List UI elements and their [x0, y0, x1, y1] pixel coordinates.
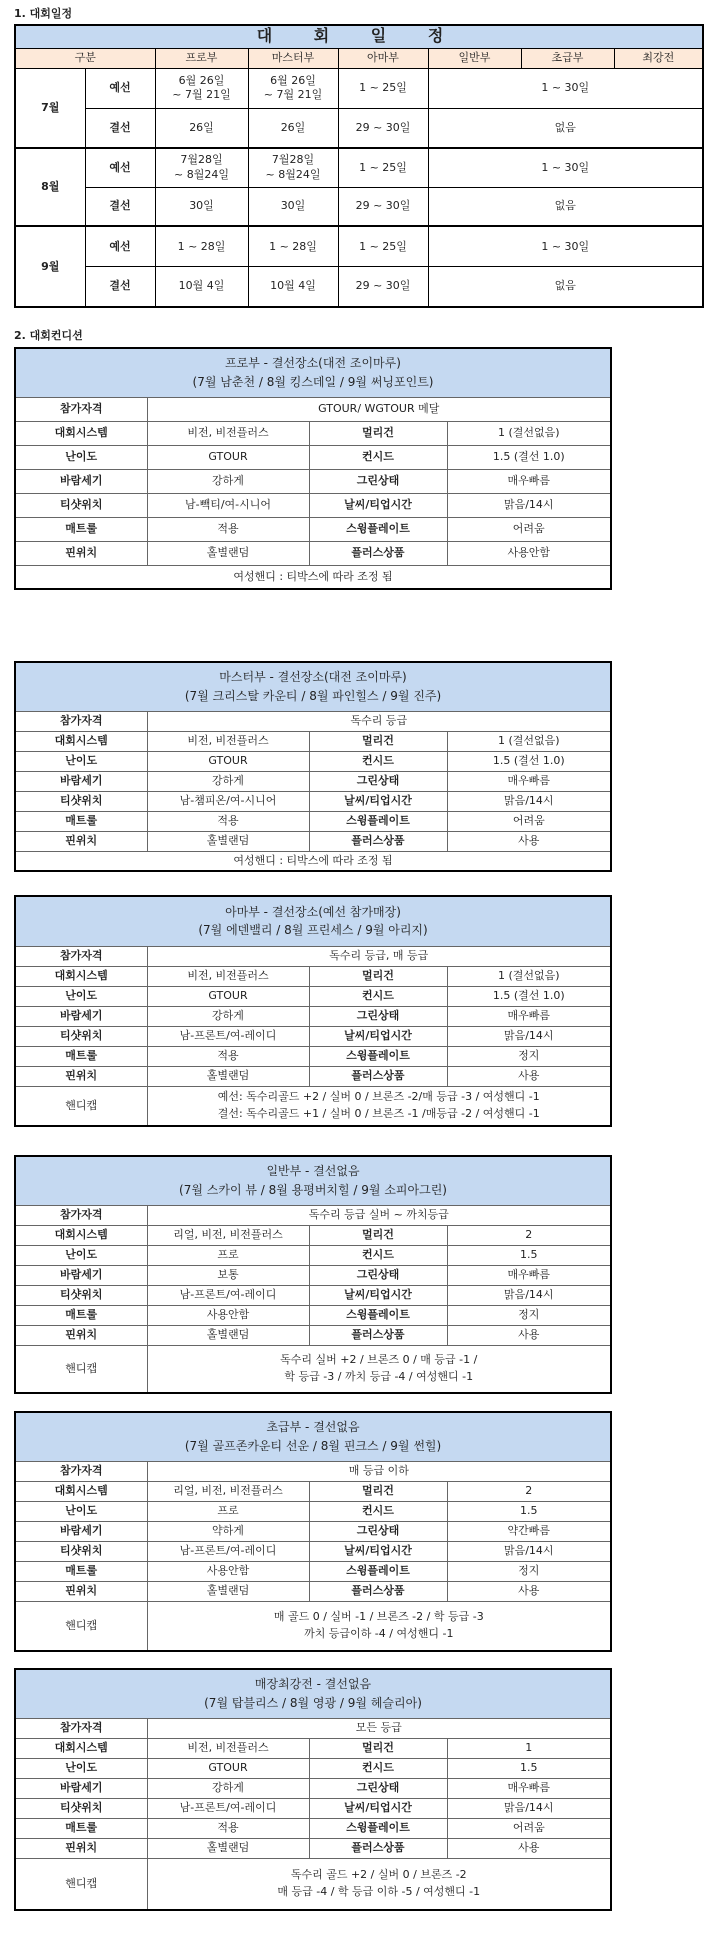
division-title — [15, 1156, 611, 1205]
schedule-header-cell: 일반부 — [428, 48, 521, 68]
value-concede: 1.5 (결선 1.0) — [447, 751, 611, 771]
label-pin: 핀위치 — [15, 541, 147, 565]
label-difficulty: 난이도 — [15, 1245, 147, 1265]
label-handicap: 핸디캡 — [15, 1858, 147, 1910]
value-weather: 맑음/14시 — [447, 1285, 611, 1305]
schedule-date-line: ~ 8월24일 — [174, 167, 229, 181]
schedule-ama-date: 1 ~ 25일 — [338, 226, 428, 266]
label-concede: 컨시드 — [309, 1501, 447, 1521]
schedule-ama-date: 1 ~ 25일 — [338, 148, 428, 187]
footer-line: 예선: 독수리골드 +2 / 실버 0 / 브론즈 -2/매 등급 -3 / 여성핸디 -1 — [217, 1090, 540, 1104]
value-pin: 홀별랜덤 — [147, 831, 309, 851]
schedule-month: 8월 — [15, 148, 85, 227]
label-qualification: 참가자격 — [15, 711, 147, 731]
schedule-table — [14, 24, 704, 308]
value-handicap — [147, 1601, 611, 1651]
footer-line: 여성핸디 : 티박스에 따라 조정 됨 — [233, 569, 393, 583]
schedule-other-date: 1 ~ 30일 — [428, 68, 703, 108]
schedule-pro-date — [155, 226, 248, 266]
label-green: 그린상태 — [309, 469, 447, 493]
value-system: 비전, 비전플러스 — [147, 421, 309, 445]
label-mulligan: 멀리건 — [309, 731, 447, 751]
label-wind: 바람세기 — [15, 771, 147, 791]
label-weather: 날씨/티업시간 — [309, 493, 447, 517]
label-qualification: 참가자격 — [15, 1461, 147, 1481]
schedule-master-date — [248, 267, 338, 307]
label-mulligan: 멀리건 — [309, 1481, 447, 1501]
value-mulligan: 1 — [447, 1738, 611, 1758]
schedule-master-date — [248, 226, 338, 266]
value-concede: 1.5 — [447, 1245, 611, 1265]
label-tee: 티샷위치 — [15, 1026, 147, 1046]
value-plusitem: 사용 — [447, 831, 611, 851]
schedule-pro-date — [155, 109, 248, 148]
label-mulligan: 멀리건 — [309, 421, 447, 445]
value-qualification: 독수리 등급, 매 등급 — [147, 946, 611, 966]
label-handicap: 핸디캡 — [15, 1086, 147, 1126]
schedule-ama-date: 29 ~ 30일 — [338, 187, 428, 226]
value-pin: 홀별랜덤 — [147, 1581, 309, 1601]
label-tee: 티샷위치 — [15, 493, 147, 517]
label-green: 그린상태 — [309, 771, 447, 791]
label-plusitem: 플러스상품 — [309, 1066, 447, 1086]
schedule-header-cell: 프로부 — [155, 48, 248, 68]
schedule-other-date: 1 ~ 30일 — [428, 226, 703, 266]
division-title-line: (7월 에덴밸리 / 8월 프린세스 / 9월 아리지) — [198, 923, 428, 938]
schedule-round-type: 결선 — [85, 267, 155, 307]
value-tee: 남-챔피온/여-시니어 — [147, 791, 309, 811]
schedule-ama-date: 1 ~ 25일 — [338, 68, 428, 108]
label-pin: 핀위치 — [15, 1581, 147, 1601]
label-qualification: 참가자격 — [15, 1205, 147, 1225]
schedule-other-date: 없음 — [428, 109, 703, 148]
label-pin: 핀위치 — [15, 1066, 147, 1086]
value-weather: 맑음/14시 — [447, 1798, 611, 1818]
division-title-line: (7월 골프존카운티 선운 / 8월 핀크스 / 9월 썬힐) — [184, 1438, 442, 1453]
schedule-round-type: 예선 — [85, 68, 155, 108]
value-system: 비전, 비전플러스 — [147, 1738, 309, 1758]
value-wind: 강하게 — [147, 469, 309, 493]
label-plusitem: 플러스상품 — [309, 541, 447, 565]
label-system: 대회시스템 — [15, 1738, 147, 1758]
division-title-line: (7월 탑블리스 / 8월 영광 / 9월 헤슬리아) — [204, 1695, 422, 1710]
value-difficulty: 프로 — [147, 1501, 309, 1521]
schedule-header-cell: 구분 — [15, 48, 155, 68]
value-swingplate: 정지 — [447, 1561, 611, 1581]
value-green: 매우빠름 — [447, 1006, 611, 1026]
value-mat: 사용안함 — [147, 1561, 309, 1581]
schedule-date-line: 6월 26일 — [270, 74, 316, 88]
footer-line: 여성핸디 : 티박스에 따라 조정 됨 — [233, 853, 393, 867]
value-difficulty: GTOUR — [147, 751, 309, 771]
schedule-date-line: 30일 — [280, 199, 306, 213]
label-mat: 매트룰 — [15, 517, 147, 541]
label-tee: 티샷위치 — [15, 1285, 147, 1305]
label-weather: 날씨/티업시간 — [309, 1798, 447, 1818]
division-title-line: 매장최강전 - 결선없음 — [254, 1677, 372, 1692]
label-wind: 바람세기 — [15, 1778, 147, 1798]
label-system: 대회시스템 — [15, 966, 147, 986]
label-handicap: 핸디캡 — [15, 1345, 147, 1393]
schedule-header-cell: 아마부 — [338, 48, 428, 68]
label-pin: 핀위치 — [15, 1325, 147, 1345]
footer-line: 독수리 골드 +2 / 실버 0 / 브론즈 -2 — [290, 1868, 467, 1882]
schedule-master-date — [248, 109, 338, 148]
value-difficulty: GTOUR — [147, 1758, 309, 1778]
value-tee: 남-프론트/여-레이디 — [147, 1541, 309, 1561]
label-weather: 날씨/티업시간 — [309, 791, 447, 811]
label-qualification: 참가자격 — [15, 1718, 147, 1738]
value-swingplate: 정지 — [447, 1046, 611, 1066]
label-mat: 매트룰 — [15, 1561, 147, 1581]
value-weather: 맑음/14시 — [447, 1026, 611, 1046]
value-qualification: 매 등급 이하 — [147, 1461, 611, 1481]
footer-line: 독수리 실버 +2 / 브론즈 0 / 매 등급 -1 / — [280, 1353, 478, 1367]
division-title-line: (7월 남춘천 / 8월 킹스데일 / 9월 써닝포인트) — [192, 374, 434, 389]
division-condition-table — [14, 1411, 612, 1652]
label-swingplate: 스윙플레이트 — [309, 517, 447, 541]
schedule-other-date: 없음 — [428, 267, 703, 307]
division-title — [15, 1669, 611, 1718]
value-concede: 1.5 — [447, 1758, 611, 1778]
label-concede: 컨시드 — [309, 751, 447, 771]
value-green: 매우빠름 — [447, 771, 611, 791]
schedule-date-line: ~ 8월24일 — [265, 167, 321, 181]
division-condition-table — [14, 1668, 612, 1911]
label-tee: 티샷위치 — [15, 1541, 147, 1561]
value-mat: 적용 — [147, 517, 309, 541]
value-green: 약간빠름 — [447, 1521, 611, 1541]
schedule-round-type: 결선 — [85, 109, 155, 148]
division-title-line: 일반부 - 결선없음 — [266, 1164, 360, 1179]
label-mat: 매트룰 — [15, 1046, 147, 1066]
label-handicap: 핸디캡 — [15, 1601, 147, 1651]
schedule-header-cell: 초급부 — [521, 48, 614, 68]
value-pin: 홀별랜덤 — [147, 1838, 309, 1858]
value-tee: 남-빽티/여-시니어 — [147, 493, 309, 517]
division-condition-table — [14, 1155, 612, 1394]
label-pin: 핀위치 — [15, 831, 147, 851]
schedule-pro-date — [155, 148, 248, 187]
value-wind: 보통 — [147, 1265, 309, 1285]
label-concede: 컨시드 — [309, 445, 447, 469]
label-swingplate: 스윙플레이트 — [309, 1561, 447, 1581]
label-system: 대회시스템 — [15, 1225, 147, 1245]
section-title-conditions: 2. 대회컨디션 — [14, 329, 83, 342]
value-system: 리얼, 비전, 비전플러스 — [147, 1481, 309, 1501]
value-mulligan: 2 — [447, 1225, 611, 1245]
footer-line: 매 등급 -4 / 학 등급 이하 -5 / 여성핸디 -1 — [277, 1884, 481, 1898]
label-green: 그린상태 — [309, 1265, 447, 1285]
schedule-date-line: 10월 4일 — [178, 279, 225, 293]
division-title-line: (7월 크리스탈 카운티 / 8월 파인힐스 / 9월 진주) — [184, 688, 442, 703]
schedule-date-line: 7월28일 — [271, 153, 315, 167]
label-wind: 바람세기 — [15, 1265, 147, 1285]
label-weather: 날씨/티업시간 — [309, 1541, 447, 1561]
schedule-round-type: 예선 — [85, 226, 155, 266]
label-green: 그린상태 — [309, 1778, 447, 1798]
value-wind: 약하게 — [147, 1521, 309, 1541]
label-weather: 날씨/티업시간 — [309, 1285, 447, 1305]
value-weather: 맑음/14시 — [447, 1541, 611, 1561]
value-plusitem: 사용안함 — [447, 541, 611, 565]
label-difficulty: 난이도 — [15, 1501, 147, 1521]
label-swingplate: 스윙플레이트 — [309, 1305, 447, 1325]
value-mulligan: 1 (결선없음) — [447, 421, 611, 445]
schedule-date-line: ~ 7월 21일 — [172, 88, 231, 102]
label-mulligan: 멀리건 — [309, 1738, 447, 1758]
value-pin: 홀별랜덤 — [147, 1325, 309, 1345]
value-wind: 강하게 — [147, 1778, 309, 1798]
value-mat: 사용안함 — [147, 1305, 309, 1325]
value-tee: 남-프론트/여-레이디 — [147, 1798, 309, 1818]
value-difficulty: 프로 — [147, 1245, 309, 1265]
label-green: 그린상태 — [309, 1006, 447, 1026]
schedule-master-date — [248, 68, 338, 108]
label-tee: 티샷위치 — [15, 1798, 147, 1818]
label-qualification: 참가자격 — [15, 946, 147, 966]
schedule-month: 7월 — [15, 68, 85, 148]
schedule-date-line: 1 ~ 28일 — [177, 239, 226, 253]
label-mulligan: 멀리건 — [309, 1225, 447, 1245]
women-handicap-note — [15, 851, 611, 871]
division-title-line: 아마부 - 결선장소(예선 참가매장) — [225, 904, 401, 919]
value-wind: 강하게 — [147, 1006, 309, 1026]
label-difficulty: 난이도 — [15, 751, 147, 771]
value-system: 비전, 비전플러스 — [147, 966, 309, 986]
division-title — [15, 896, 611, 946]
footer-line: 까치 등급이하 -4 / 여성핸디 -1 — [304, 1626, 454, 1640]
label-system: 대회시스템 — [15, 731, 147, 751]
value-handicap — [147, 1858, 611, 1910]
schedule-other-date: 없음 — [428, 187, 703, 226]
division-title-line: 초급부 - 결선없음 — [266, 1420, 360, 1435]
value-qualification: 모든 등급 — [147, 1718, 611, 1738]
division-title-line: (7월 스카이 뷰 / 8월 용평버치힐 / 9월 소피아그린) — [179, 1182, 447, 1197]
schedule-date-line: 7월28일 — [180, 153, 223, 167]
schedule-date-line: 6월 26일 — [178, 74, 225, 88]
label-wind: 바람세기 — [15, 1521, 147, 1541]
schedule-month: 9월 — [15, 226, 85, 307]
label-difficulty: 난이도 — [15, 986, 147, 1006]
value-swingplate: 어려움 — [447, 811, 611, 831]
division-title — [15, 348, 611, 397]
label-mat: 매트룰 — [15, 1818, 147, 1838]
label-weather: 날씨/티업시간 — [309, 1026, 447, 1046]
label-swingplate: 스윙플레이트 — [309, 811, 447, 831]
label-system: 대회시스템 — [15, 1481, 147, 1501]
value-plusitem: 사용 — [447, 1838, 611, 1858]
schedule-ama-date: 29 ~ 30일 — [338, 109, 428, 148]
footer-line: 결선: 독수리골드 +1 / 실버 0 / 브론즈 -1 /매등급 -2 / 여성핸디 -1 — [217, 1106, 540, 1120]
label-pin: 핀위치 — [15, 1838, 147, 1858]
label-wind: 바람세기 — [15, 1006, 147, 1026]
value-swingplate: 어려움 — [447, 517, 611, 541]
schedule-date-line: 26일 — [280, 120, 306, 134]
label-system: 대회시스템 — [15, 421, 147, 445]
value-green: 매우빠름 — [447, 1265, 611, 1285]
division-condition-table — [14, 661, 612, 872]
label-plusitem: 플러스상품 — [309, 831, 447, 851]
footer-line: 학 등급 -3 / 까치 등급 -4 / 여성핸디 -1 — [284, 1369, 474, 1383]
label-plusitem: 플러스상품 — [309, 1325, 447, 1345]
label-concede: 컨시드 — [309, 986, 447, 1006]
label-swingplate: 스윙플레이트 — [309, 1818, 447, 1838]
value-concede: 1.5 (결선 1.0) — [447, 986, 611, 1006]
value-swingplate: 정지 — [447, 1305, 611, 1325]
value-system: 리얼, 비전, 비전플러스 — [147, 1225, 309, 1245]
value-tee: 남-프론트/여-레이디 — [147, 1285, 309, 1305]
schedule-date-line: 26일 — [189, 120, 214, 134]
value-concede: 1.5 (결선 1.0) — [447, 445, 611, 469]
schedule-ama-date: 29 ~ 30일 — [338, 267, 428, 307]
schedule-date-line: 10월 4일 — [270, 279, 316, 293]
value-plusitem: 사용 — [447, 1581, 611, 1601]
division-title-line: 마스터부 - 결선장소(대전 조이마루) — [219, 670, 407, 685]
schedule-master-date — [248, 148, 338, 187]
schedule-date-line: 1 ~ 28일 — [269, 239, 317, 253]
division-condition-table — [14, 347, 612, 590]
value-handicap — [147, 1086, 611, 1126]
value-difficulty: GTOUR — [147, 445, 309, 469]
value-weather: 맑음/14시 — [447, 791, 611, 811]
schedule-header-cell: 마스터부 — [248, 48, 338, 68]
schedule-header-cell: 최강전 — [614, 48, 703, 68]
schedule-date-line: 30일 — [189, 199, 214, 213]
label-tee: 티샷위치 — [15, 791, 147, 811]
value-pin: 홀별랜덤 — [147, 1066, 309, 1086]
label-mulligan: 멀리건 — [309, 966, 447, 986]
value-weather: 맑음/14시 — [447, 493, 611, 517]
division-title-line: 프로부 - 결선장소(대전 조이마루) — [225, 356, 401, 371]
label-swingplate: 스윙플레이트 — [309, 1046, 447, 1066]
schedule-other-date: 1 ~ 30일 — [428, 148, 703, 187]
value-mat: 적용 — [147, 1818, 309, 1838]
label-difficulty: 난이도 — [15, 1758, 147, 1778]
label-plusitem: 플러스상품 — [309, 1581, 447, 1601]
value-concede: 1.5 — [447, 1501, 611, 1521]
value-qualification: 독수리 등급 실버 ~ 까치등급 — [147, 1205, 611, 1225]
value-system: 비전, 비전플러스 — [147, 731, 309, 751]
label-green: 그린상태 — [309, 1521, 447, 1541]
schedule-date-line: ~ 7월 21일 — [263, 88, 323, 102]
value-qualification: 독수리 등급 — [147, 711, 611, 731]
division-title — [15, 1412, 611, 1461]
value-difficulty: GTOUR — [147, 986, 309, 1006]
schedule-pro-date — [155, 187, 248, 226]
section-title-schedule: 1. 대회일정 — [14, 7, 73, 20]
schedule-master-date — [248, 187, 338, 226]
value-mat: 적용 — [147, 1046, 309, 1066]
schedule-pro-date — [155, 68, 248, 108]
value-pin: 홀별랜덤 — [147, 541, 309, 565]
value-mulligan: 1 (결선없음) — [447, 731, 611, 751]
label-plusitem: 플러스상품 — [309, 1838, 447, 1858]
schedule-round-type: 예선 — [85, 148, 155, 187]
schedule-title: 대 회 일 정 — [15, 25, 703, 48]
label-concede: 컨시드 — [309, 1758, 447, 1778]
value-qualification: GTOUR/ WGTOUR 메달 — [147, 397, 611, 421]
value-green: 매우빠름 — [447, 469, 611, 493]
value-mat: 적용 — [147, 811, 309, 831]
division-title — [15, 662, 611, 711]
value-plusitem: 사용 — [447, 1066, 611, 1086]
value-handicap — [147, 1345, 611, 1393]
division-condition-table — [14, 895, 612, 1127]
schedule-round-type: 결선 — [85, 187, 155, 226]
label-qualification: 참가자격 — [15, 397, 147, 421]
value-plusitem: 사용 — [447, 1325, 611, 1345]
label-wind: 바람세기 — [15, 469, 147, 493]
label-mat: 매트룰 — [15, 1305, 147, 1325]
value-swingplate: 어려움 — [447, 1818, 611, 1838]
value-mulligan: 1 (결선없음) — [447, 966, 611, 986]
label-difficulty: 난이도 — [15, 445, 147, 469]
label-concede: 컨시드 — [309, 1245, 447, 1265]
value-mulligan: 2 — [447, 1481, 611, 1501]
women-handicap-note — [15, 565, 611, 589]
footer-line: 매 골드 0 / 실버 -1 / 브론즈 -2 / 학 등급 -3 — [273, 1610, 484, 1624]
value-green: 매우빠름 — [447, 1778, 611, 1798]
label-mat: 매트룰 — [15, 811, 147, 831]
schedule-pro-date — [155, 267, 248, 307]
value-tee: 남-프론트/여-레이디 — [147, 1026, 309, 1046]
value-wind: 강하게 — [147, 771, 309, 791]
